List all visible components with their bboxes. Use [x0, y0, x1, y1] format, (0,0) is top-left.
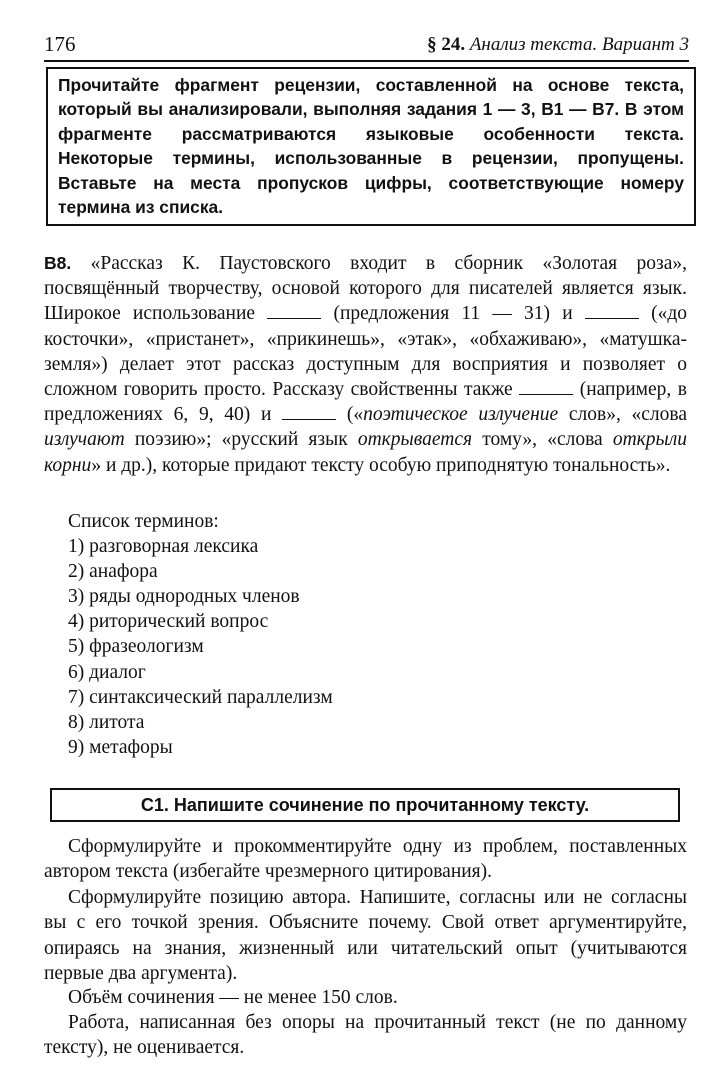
answer-blank-4[interactable] [282, 405, 336, 420]
term-item: 3) ряды однородных членов [68, 586, 300, 608]
term-item: 8) литота [68, 711, 145, 733]
c1-paragraph-1: Сформулируйте и прокомментируйте одну из проблем, поставленных автором текста (избегайте чрезмерного цитирования). [44, 836, 687, 883]
b8-label: В8. [44, 253, 72, 273]
b8-text-5: (« [346, 404, 364, 426]
b8-text-3: («до косточки», «пристанет», «прикинешь», «этак», «обхаживаю», «матушка-земля») делает этот рассказ доступным для восприятия и позволяет о сложном говорить просто. Рассказу свойственны также [44, 303, 687, 401]
c1-paragraph-2: Сформулируйте позицию автора. Напишите, согласны или не согласны вы с его точкой зрения. Объясните почему. Свой ответ аргументируйте, опираясь на знания, жизненный или читательский опыт (учитываются первые два аргумента). [44, 887, 687, 985]
page-number: 176 [44, 32, 76, 56]
term-item: 5) фразеологизм [68, 636, 204, 658]
b8-italic-4: открыли корни [44, 429, 688, 476]
page-header [44, 30, 689, 62]
b8-text-2: (предложения 11 — 31) и [333, 303, 573, 325]
term-item: 7) синтаксический параллелизм [68, 686, 333, 708]
answer-blank-3[interactable] [519, 380, 573, 395]
term-item: 1) разговорная лексика [68, 536, 259, 558]
c1-paragraph-3: Объём сочинения — не менее 150 слов. [68, 987, 398, 1008]
b8-italic-1: поэтическое излучение [363, 404, 559, 426]
b8-italic-3: открывается [357, 429, 473, 451]
answer-blank-2[interactable] [585, 304, 639, 319]
b8-text-1: «Рассказ К. Паустовского входит в сборник «Золотая роза», посвящённый творчеству, основой которого для писателей является язык. Широкое использование [44, 253, 687, 325]
answer-blank-1[interactable] [267, 304, 321, 319]
term-item: 9) метафоры [68, 736, 173, 758]
b8-review-fragment [44, 251, 687, 478]
term-item: 4) риторический вопрос [68, 611, 269, 633]
c1-heading-box [50, 788, 680, 822]
b8-text-6: слов», «слова [558, 404, 688, 426]
task-instruction-box [46, 67, 696, 226]
c1-paragraph-4: Работа, написанная без опоры на прочитанный текст (не по данному тексту), не оценивается. [44, 1012, 687, 1059]
b8-text-4: (например, в предложениях 6, 9, 40) и [44, 379, 688, 426]
terms-list-title: Список терминов: [68, 511, 219, 532]
section-number: § 24. [427, 34, 466, 55]
b8-text-9: » и др.), которые придают тексту особую приподнятую тональность». [91, 454, 671, 476]
b8-italic-2: излучают [44, 429, 125, 451]
section-title: Анализ текста. Вариант 3 [469, 34, 689, 55]
running-title [427, 34, 689, 56]
b8-text-7: поэзию»; «русский язык [124, 429, 358, 451]
term-item: 6) диалог [68, 661, 146, 683]
term-item: 2) анафора [68, 561, 158, 583]
task-instruction-text: Прочитайте фрагмент рецензии, составленной на основе текста, который вы анализировали, выполняя задания 1 — 3, В1 — В7. В этом фрагменте рассматриваются языковые особенности текста. Некоторые термины, использованные в рецензии, пропущены. Вставьте на места пропусков цифры, соответствующие номеру термина из списка. [58, 75, 684, 218]
b8-text-8: тому», «слова [472, 429, 613, 451]
c1-heading: С1. Напишите сочинение по прочитанному тексту. [140, 795, 590, 815]
terms-list [68, 509, 333, 760]
